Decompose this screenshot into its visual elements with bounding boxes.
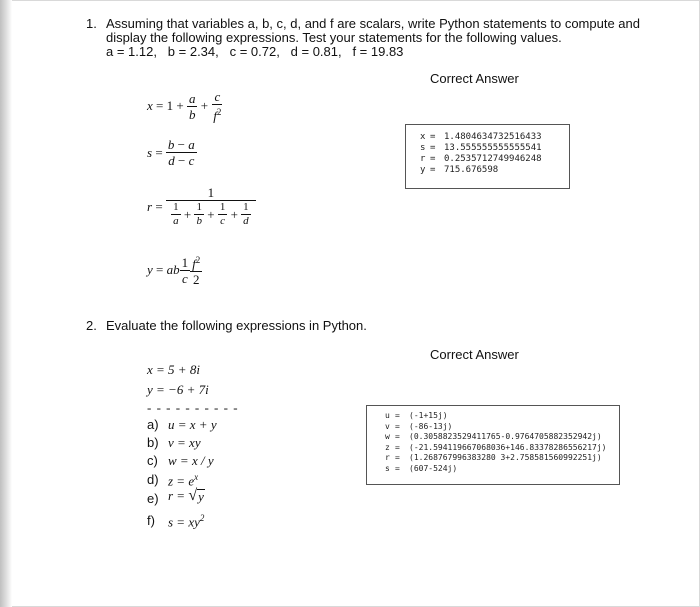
problem2-answer-box <box>366 405 620 485</box>
item-b-label: b) <box>147 435 159 450</box>
answer-row-s: s = 13.555555555555541 <box>420 143 542 153</box>
equation-s: s = $\frac{b - a}{d - c}$ <box>147 137 195 168</box>
item-f-label: f) <box>147 513 155 528</box>
item-a-label: a) <box>147 417 159 432</box>
item-e-label: e) <box>147 491 159 506</box>
given-x: x = 5 + 8i <box>147 362 200 377</box>
item-a-expr: u = x + y <box>168 417 217 432</box>
problem2-line1: Evaluate the following expressions in Python. <box>106 318 367 333</box>
answer-row-x: x = 1.4804634732516433 <box>420 132 542 142</box>
equation-r: r = 1 $\frac{1}{a}$ + $\frac{1}{b}$ + $\frac{1}{c}$ + $\frac{1}{d}$ <box>147 186 256 227</box>
equation-x: x = 1 + $\frac{a}{b}$ + $\frac{c}{f^2}$ <box>147 89 222 124</box>
answer-row-w: w = (0.3058823529411765-0.9764705882352942j) <box>385 432 602 441</box>
item-d-label: d) <box>147 472 159 487</box>
problem1-number: 1. <box>86 16 97 31</box>
problem1-line2: display the following expressions. Test your statements for the following values. <box>106 30 562 45</box>
problem2-number: 2. <box>86 318 97 333</box>
answer-row-r: r = (1.268767996383280 3+2.758581560992251j) <box>385 453 602 462</box>
problem1-correct-answer-label: Correct Answer <box>430 71 519 86</box>
item-b-expr: v = xy <box>168 435 201 450</box>
separator-line: - - - - - - - - - - <box>147 400 239 415</box>
answer-row-r: r = 0.2535712749946248 <box>420 154 542 164</box>
problem1-line1: Assuming that variables a, b, c, d, and f are scalars, write Python statements to compute and <box>106 16 640 31</box>
answer-row-y: y = 715.676598 <box>420 165 499 175</box>
given-y: y = −6 + 7i <box>147 382 209 397</box>
problem1-values: a = 1.12, b = 2.34, c = 0.72, d = 0.81, f = 19.83 <box>106 44 404 59</box>
item-c-expr: w = x / y <box>168 453 214 468</box>
answer-row-v: v = (-86-13j) <box>385 421 453 431</box>
item-f-expr: $s = xy^2$ <box>168 513 205 530</box>
equation-y: y = ab $\frac{1}{c}$ $\frac{f^2}{2}$ <box>147 254 201 288</box>
answer-row-z: z = (-21.594119667068036+146.83378286556217j) <box>385 442 607 452</box>
answer-row-s: s = (607-524j) <box>385 463 458 473</box>
sqrt-symbol: √ y <box>188 487 204 504</box>
answer-row-u: u = (-1+15j) <box>385 411 448 420</box>
item-d-expr: $z = e^x$ <box>168 472 199 489</box>
page-left-shadow <box>0 0 12 607</box>
problem2-correct-answer-label: Correct Answer <box>430 347 519 362</box>
problem1-answer-box <box>405 124 570 189</box>
item-e-expr: r = √ y <box>168 487 204 504</box>
item-c-label: c) <box>147 453 158 468</box>
